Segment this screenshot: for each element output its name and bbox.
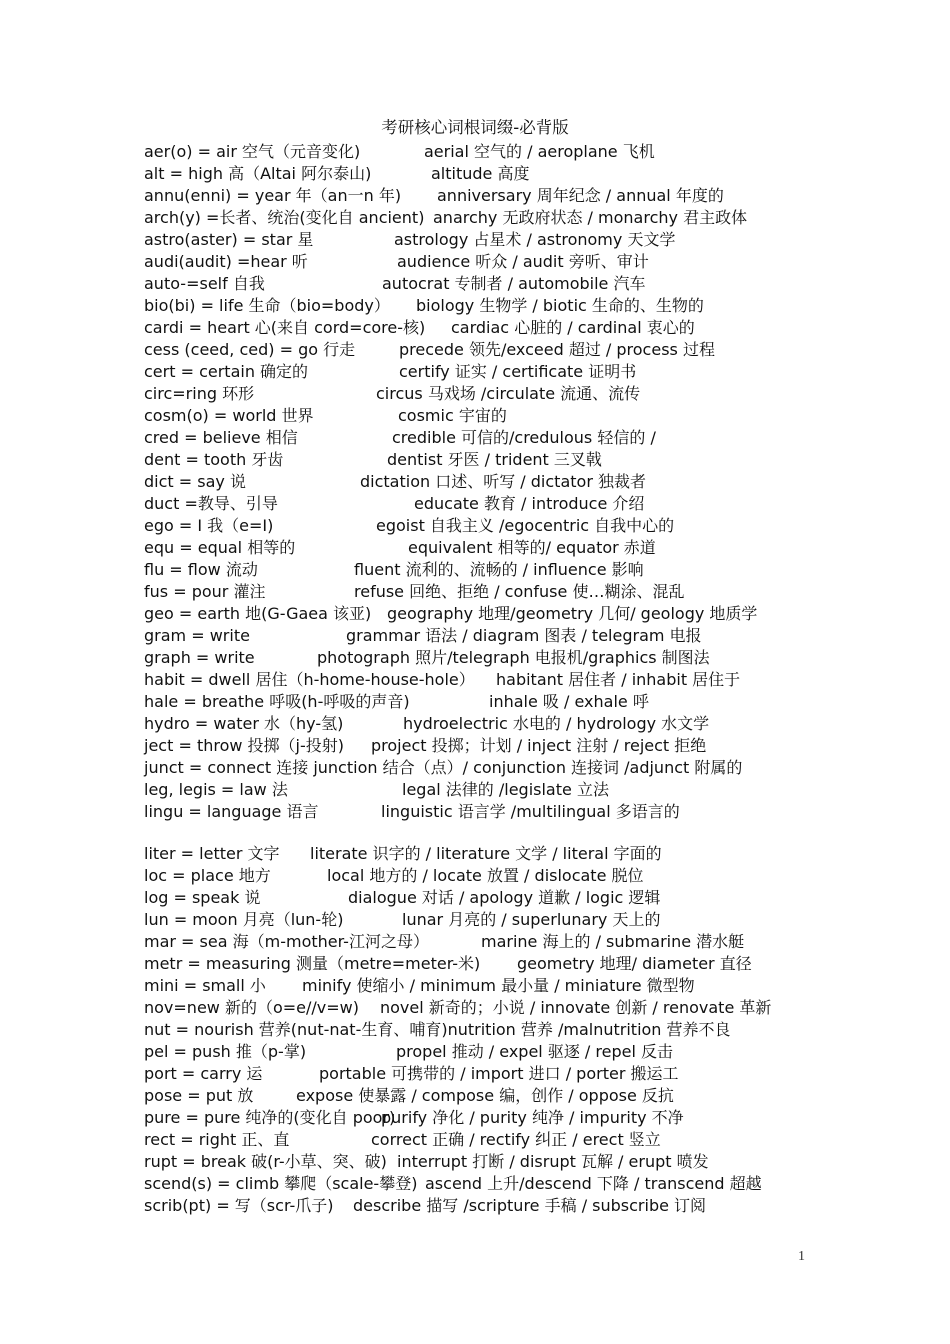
- root-definition: pel = push 推（p-掌): [144, 1042, 307, 1061]
- example-words: anarchy 无政府状态 / monarchy 君主政体: [433, 208, 748, 227]
- root-definition: loc = place 地方: [144, 866, 271, 885]
- example-words: portable 可携带的 / import 进口 / porter 搬运工: [319, 1064, 679, 1083]
- root-definition: alt = high 高（Altai 阿尔泰山): [144, 164, 372, 183]
- root-definition: hale = breathe 呼吸(h-呼吸的声音): [144, 692, 410, 711]
- example-words: project 投掷；计划 / inject 注射 / reject 拒绝: [371, 736, 707, 755]
- root-definition: cosm(o) = world 世界: [144, 406, 314, 425]
- example-words: purify 净化 / purity 纯净 / impurity 不净: [381, 1108, 684, 1127]
- example-words: geometry 地理/ diameter 直径: [517, 954, 752, 973]
- example-words: hydroelectric 水电的 / hydrology 水文学: [403, 714, 710, 733]
- root-definition: cardi = heart 心(来自 cord=core-核): [144, 318, 426, 337]
- example-words: dentist 牙医 / trident 三叉戟: [387, 450, 602, 469]
- example-words: correct 正确 / rectify 纠正 / erect 竖立: [371, 1130, 661, 1149]
- root-definition: audi(audit) =hear 听: [144, 252, 308, 271]
- example-words: novel 新奇的；小说 / innovate 创新 / renovate 革新: [380, 998, 772, 1017]
- example-words: propel 推动 / expel 驱逐 / repel 反击: [396, 1042, 673, 1061]
- root-definition: dent = tooth 牙齿: [144, 450, 284, 469]
- example-words: dictation 口述、听写 / dictator 独裁者: [360, 472, 646, 491]
- page-number: 1: [798, 1249, 805, 1264]
- example-words: inhale 吸 / exhale 呼: [489, 692, 649, 711]
- example-words: linguistic 语言学 /multilingual 多语言的: [381, 802, 680, 821]
- example-words: biology 生物学 / biotic 生命的、生物的: [416, 296, 704, 315]
- root-definition: equ = equal 相等的: [144, 538, 296, 557]
- example-words: altitude 高度: [431, 164, 530, 183]
- example-words: equivalent 相等的/ equator 赤道: [408, 538, 656, 557]
- example-words: marine 海上的 / submarine 潜水艇: [481, 932, 745, 951]
- root-definition: bio(bi) = life 生命（bio=body）: [144, 296, 390, 315]
- root-definition: junct = connect 连接 junction 结合（点）/ conjunction 连接词 /adjunct 附属的: [144, 758, 743, 777]
- example-words: aerial 空气的 / aeroplane 飞机: [424, 142, 655, 161]
- root-definition: rupt = break 破(r-小草、突、破): [144, 1152, 387, 1171]
- root-definition: leg, legis = law 法: [144, 780, 288, 799]
- example-words: autocrat 专制者 / automobile 汽车: [382, 274, 646, 293]
- root-definition: aer(o) = air 空气（元音变化): [144, 142, 361, 161]
- root-definition: port = carry 运: [144, 1064, 263, 1083]
- root-definition: mar = sea 海（m-mother-江河之母）: [144, 932, 429, 951]
- root-definition: duct =教导、引导: [144, 494, 278, 513]
- root-definition: hydro = water 水（hy-氢): [144, 714, 344, 733]
- root-definition: scend(s) = climb 攀爬（scale-攀登): [144, 1174, 418, 1193]
- example-words: astrology 占星术 / astronomy 天文学: [394, 230, 676, 249]
- example-words: fluent 流利的、流畅的 / influence 影响: [354, 560, 644, 579]
- root-definition: rect = right 正、直: [144, 1130, 290, 1149]
- example-words: refuse 回绝、拒绝 / confuse 使…糊涂、混乱: [354, 582, 685, 601]
- root-definition: lun = moon 月亮（lun-轮): [144, 910, 344, 929]
- root-definition: habit = dwell 居住（h-home-house-hole）: [144, 670, 475, 689]
- page-title: 考研核心词根词缀-必背版: [381, 118, 569, 137]
- root-definition: liter = letter 文字: [144, 844, 280, 863]
- example-words: circus 马戏场 /circulate 流通、流传: [376, 384, 641, 403]
- example-words: describe 描写 /scripture 手稿 / subscribe 订阅: [353, 1196, 707, 1215]
- root-definition: astro(aster) = star 星: [144, 230, 314, 249]
- root-definition: fus = pour 灌注: [144, 582, 266, 601]
- example-words: minify 使缩小 / minimum 最小量 / miniature 微型物: [302, 976, 695, 995]
- example-words: local 地方的 / locate 放置 / dislocate 脱位: [327, 866, 644, 885]
- example-words: ascend 上升/descend 下降 / transcend 超越: [425, 1174, 762, 1193]
- root-definition: lingu = language 语言: [144, 802, 319, 821]
- example-words: lunar 月亮的 / superlunary 天上的: [402, 910, 661, 929]
- example-words: dialogue 对话 / apology 道歉 / logic 逻辑: [348, 888, 661, 907]
- root-definition: mini = small 小: [144, 976, 266, 995]
- root-definition: arch(y) =长者、统治(变化自 ancient): [144, 208, 425, 227]
- root-definition: metr = measuring 测量（metre=meter-米): [144, 954, 481, 973]
- example-words: interrupt 打断 / disrupt 瓦解 / erupt 喷发: [397, 1152, 709, 1171]
- root-definition: auto-=self 自我: [144, 274, 265, 293]
- root-definition: scrib(pt) = 写（scr-爪子): [144, 1196, 334, 1215]
- root-definition: cert = certain 确定的: [144, 362, 309, 381]
- example-words: habitant 居住者 / inhabit 居住于: [496, 670, 741, 689]
- root-definition: cess (ceed, ced) = go 行走: [144, 340, 356, 359]
- example-words: grammar 语法 / diagram 图表 / telegram 电报: [346, 626, 702, 645]
- example-words: cardiac 心脏的 / cardinal 衷心的: [451, 318, 695, 337]
- example-words: cosmic 宇宙的: [398, 406, 507, 425]
- root-definition: dict = say 说: [144, 472, 246, 491]
- root-definition: circ=ring 环形: [144, 384, 255, 403]
- example-words: precede 领先/exceed 超过 / process 过程: [399, 340, 715, 359]
- example-words: egoist 自我主义 /egocentric 自我中心的: [376, 516, 675, 535]
- example-words: anniversary 周年纪念 / annual 年度的: [437, 186, 724, 205]
- root-definition: pose = put 放: [144, 1086, 254, 1105]
- example-words: literate 识字的 / literature 文学 / literal 字面的: [310, 844, 662, 863]
- root-definition: cred = believe 相信: [144, 428, 298, 447]
- root-definition: ject = throw 投掷（j-投射): [144, 736, 345, 755]
- example-words: certify 证实 / certificate 证明书: [399, 362, 637, 381]
- root-definition: ego = I 我（e=I): [144, 516, 274, 535]
- example-words: expose 使暴露 / compose 编，创作 / oppose 反抗: [296, 1086, 674, 1105]
- example-words: educate 教育 / introduce 介绍: [414, 494, 645, 513]
- example-words: credible 可信的/credulous 轻信的 /: [392, 428, 656, 447]
- root-definition: geo = earth 地(G-Gaea 该亚): [144, 604, 372, 623]
- example-words: audience 听众 / audit 旁听、审计: [397, 252, 649, 271]
- root-definition: annu(enni) = year 年（an一n 年): [144, 186, 402, 205]
- root-definition: pure = pure 纯净的(变化自 poor): [144, 1108, 396, 1127]
- root-definition: gram = write: [144, 626, 250, 645]
- example-words: legal 法律的 /legislate 立法: [402, 780, 609, 799]
- example-words: geography 地理/geometry 几何/ geology 地质学: [387, 604, 758, 623]
- root-definition: nut = nourish 营养(nut-nat-生育、哺育)nutrition 营养 /malnutrition 营养不良: [144, 1020, 731, 1039]
- example-words: photograph 照片/telegraph 电报机/graphics 制图法: [317, 648, 710, 667]
- root-definition: nov=new 新的（o=e//v=w): [144, 998, 359, 1017]
- root-definition: log = speak 说: [144, 888, 261, 907]
- root-definition: graph = write: [144, 648, 255, 667]
- root-definition: flu = flow 流动: [144, 560, 258, 579]
